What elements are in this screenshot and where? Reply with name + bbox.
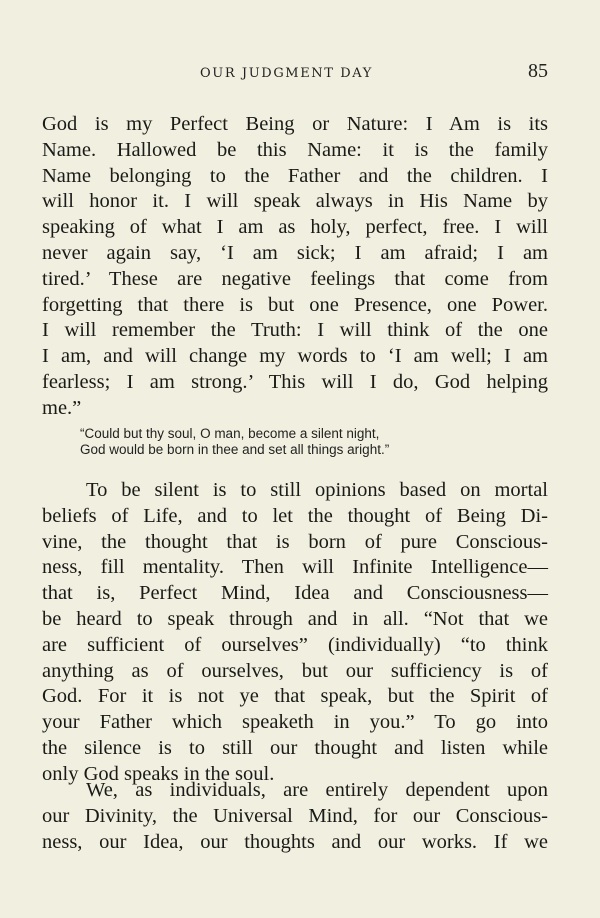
text-line: To be silent is to still opinions based on mortal [86, 479, 548, 501]
quote-line: “Could but thy soul, O man, become a silent night, [80, 426, 380, 441]
text-line: beliefs of Life, and to let the thought of Being Di- [42, 504, 548, 527]
paragraph [42, 778, 548, 855]
text-line: the silence is to still our thought and listen while [42, 736, 548, 759]
text-line: speaking of what I am as holy, perfect, free. I will [42, 216, 548, 239]
text-line: your Father which speaketh in you.” To go into [42, 711, 548, 734]
text-line: fearless; I am strong.’ This will I do, God helping [42, 370, 548, 393]
text-line: will honor it. I will speak always in His Name by [42, 190, 548, 213]
running-header [0, 60, 600, 88]
text-line: God. For it is not ye that speak, but the Spirit of [42, 685, 548, 708]
text-line: be heard to speak through and in all. “Not that we [42, 607, 548, 630]
quote-line: God would be born in thee and set all things aright.” [80, 442, 390, 457]
running-title: OUR JUDGMENT DAY [200, 66, 373, 81]
text-line: ness, our Idea, our thoughts and our works. If we [42, 830, 548, 853]
text-line: Name. Hallowed be this Name: it is the family [42, 138, 548, 161]
block-quote [80, 426, 520, 458]
paragraph-continued [42, 112, 548, 422]
page-number: 85 [528, 60, 548, 82]
text-line: me.” [42, 396, 82, 419]
text-line: that is, Perfect Mind, Idea and Consciousness— [42, 582, 548, 605]
text-line: tired.’ These are negative feelings that come from [42, 267, 548, 290]
text-line: forgetting that there is but one Presence, one Power. [42, 293, 548, 316]
text-line: never again say, ‘I am sick; I am afraid; I am [42, 241, 548, 264]
text-line: ness, fill mentality. Then will Infinite Intelligence— [42, 556, 548, 579]
text-line: I will remember the Truth: I will think of the one [42, 319, 548, 342]
text-line: God is my Perfect Being or Nature: I Am is its [42, 113, 548, 135]
text-line: only God speaks in the soul. [42, 762, 275, 785]
text-line: are sufficient of ourselves” (individually) “to think [42, 633, 548, 656]
text-line: We, as individuals, are entirely dependent upon [86, 779, 548, 801]
paragraph [42, 478, 548, 788]
text-line: I am, and will change my words to ‘I am well; I am [42, 345, 548, 368]
text-line: our Divinity, the Universal Mind, for our Conscious- [42, 804, 548, 827]
text-line: vine, the thought that is born of pure Conscious- [42, 530, 548, 553]
text-line: Name belonging to the Father and the children. I [42, 164, 548, 187]
text-line: anything as of ourselves, but our sufficiency is of [42, 659, 548, 682]
